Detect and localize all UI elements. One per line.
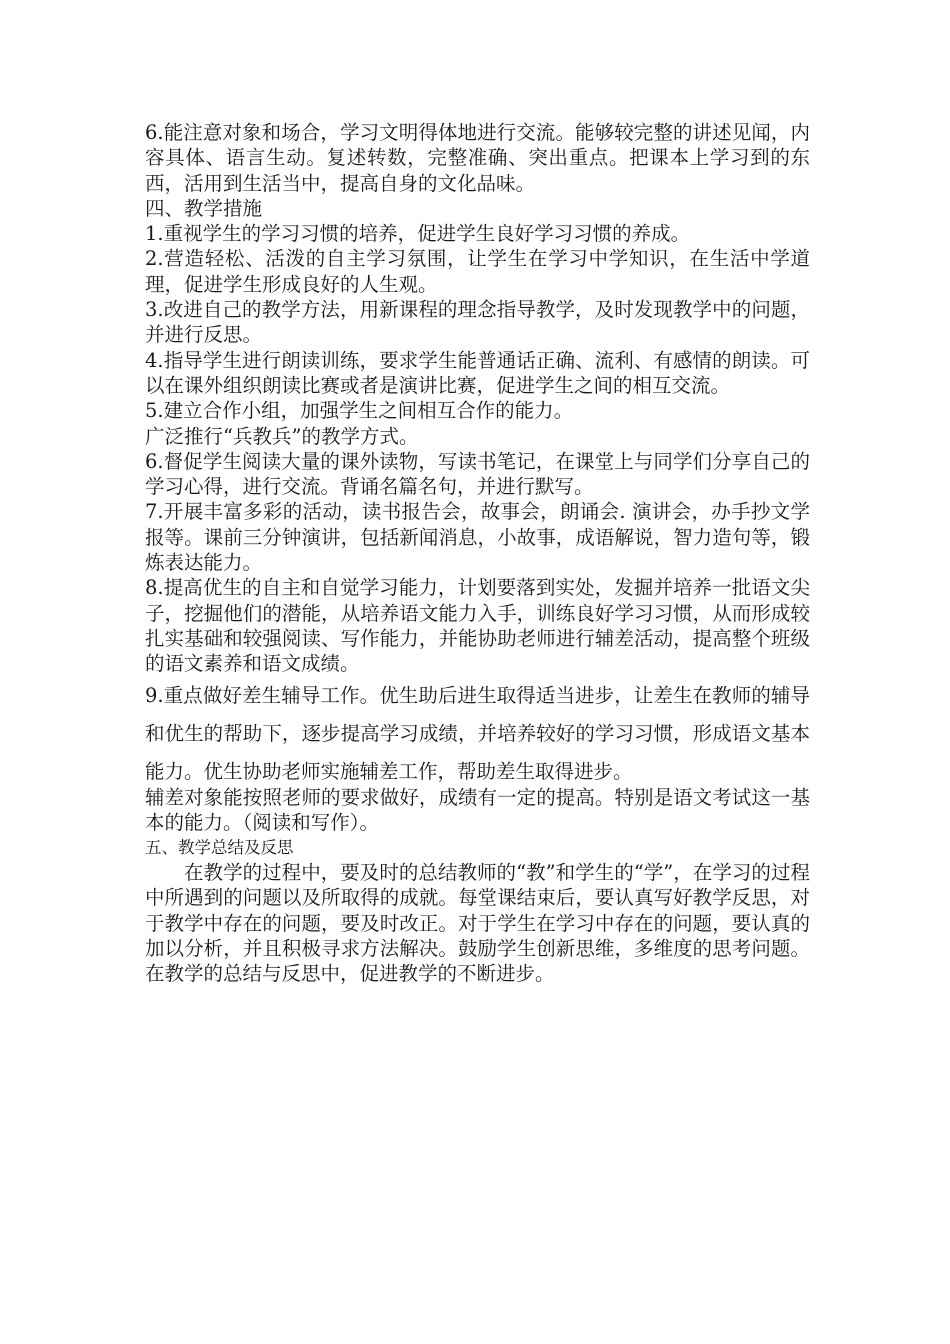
measure-3: 3.改进自己的教学方法，用新课程的理念指导教学，及时发现教学中的问题，并进行反思。 [145,298,810,347]
measure-7: 7.开展丰富多彩的活动，读书报告会，故事会，朗诵会. 演讲会，办手抄文学报等。课前三分钟演讲，包括新闻消息，小故事，成语解说，智力造句等，锻炼表达能力。 [145,500,810,575]
measure-4: 4.指导学生进行朗读训练，要求学生能普通话正确、流利、有感情的朗读。可以在课外组织朗读比赛或者是演讲比赛，促进学生之间的相互交流。 [145,348,810,397]
measure-9-continued: 辅差对象能按照老师的要求做好，成绩有一定的提高。特别是语文考试这一基本的能力。（阅读和写作）。 [145,785,810,834]
document-page [145,120,810,987]
measure-8: 8.提高优生的自主和自觉学习能力，计划要落到实处，发掘并培养一批语文尖子，挖掘他们的潜能，从培养语文能力入手，训练良好学习习惯，从而形成较扎实基础和较强阅读、写作能力，并能协助老师进行辅差活动，提高整个班级的语文素养和语文成绩。 [145,576,810,676]
measure-6: 6.督促学生阅读大量的课外读物，写读书笔记，在课堂上与同学们分享自己的学习心得，进行交流。背诵名篇名句，并进行默写。 [145,449,810,499]
measure-1: 1.重视学生的学习习惯的培养，促进学生良好学习习惯的养成。 [145,222,691,246]
measure-5-continued: 广泛推行“兵教兵”的教学方式。 [145,424,419,448]
paragraph-goal-6: 6.能注意对象和场合，学习文明得体地进行交流。能够较完整的讲述见闻，内容具体、语言生动。复述转数，完整准确、突出重点。把课本上学习到的东西，活用到生活当中，提高自身的文化品味。 [145,121,810,195]
measure-9: 9.重点做好差生辅导工作。优生助后进生取得适当进步，让差生在教师的辅导和优生的帮助下，逐步提高学习成绩，并培养较好的学习习惯，形成语文基本能力。优生协助老师实施辅差工作，帮助差生取得进步。 [145,683,810,783]
section-heading-5: 五、教学总结及反思 [145,838,294,858]
section-heading-4: 四、教学措施 [145,196,263,220]
measure-2: 2.营造轻松、活泼的自主学习氛围，让学生在学习中学知识，在生活中学道理，促进学生形成良好的人生观。 [145,247,810,296]
measure-5: 5.建立合作小组，加强学生之间相互合作的能力。 [145,399,574,423]
summary-paragraph: 在教学的过程中，要及时的总结教师的“教”和学生的“学”，在学习的过程中所遇到的问题以及所取得的成就。每堂课结束后，要认真写好教学反思，对于教学中存在的问题，要及时改正。对于学生在学习中存在的问题，要认真的加以分析，并且积极寻求方法解决。鼓励学生创新思维，多维度的思考问题。在教学的总结与反思中，促进教学的不断进步。 [145,861,810,986]
